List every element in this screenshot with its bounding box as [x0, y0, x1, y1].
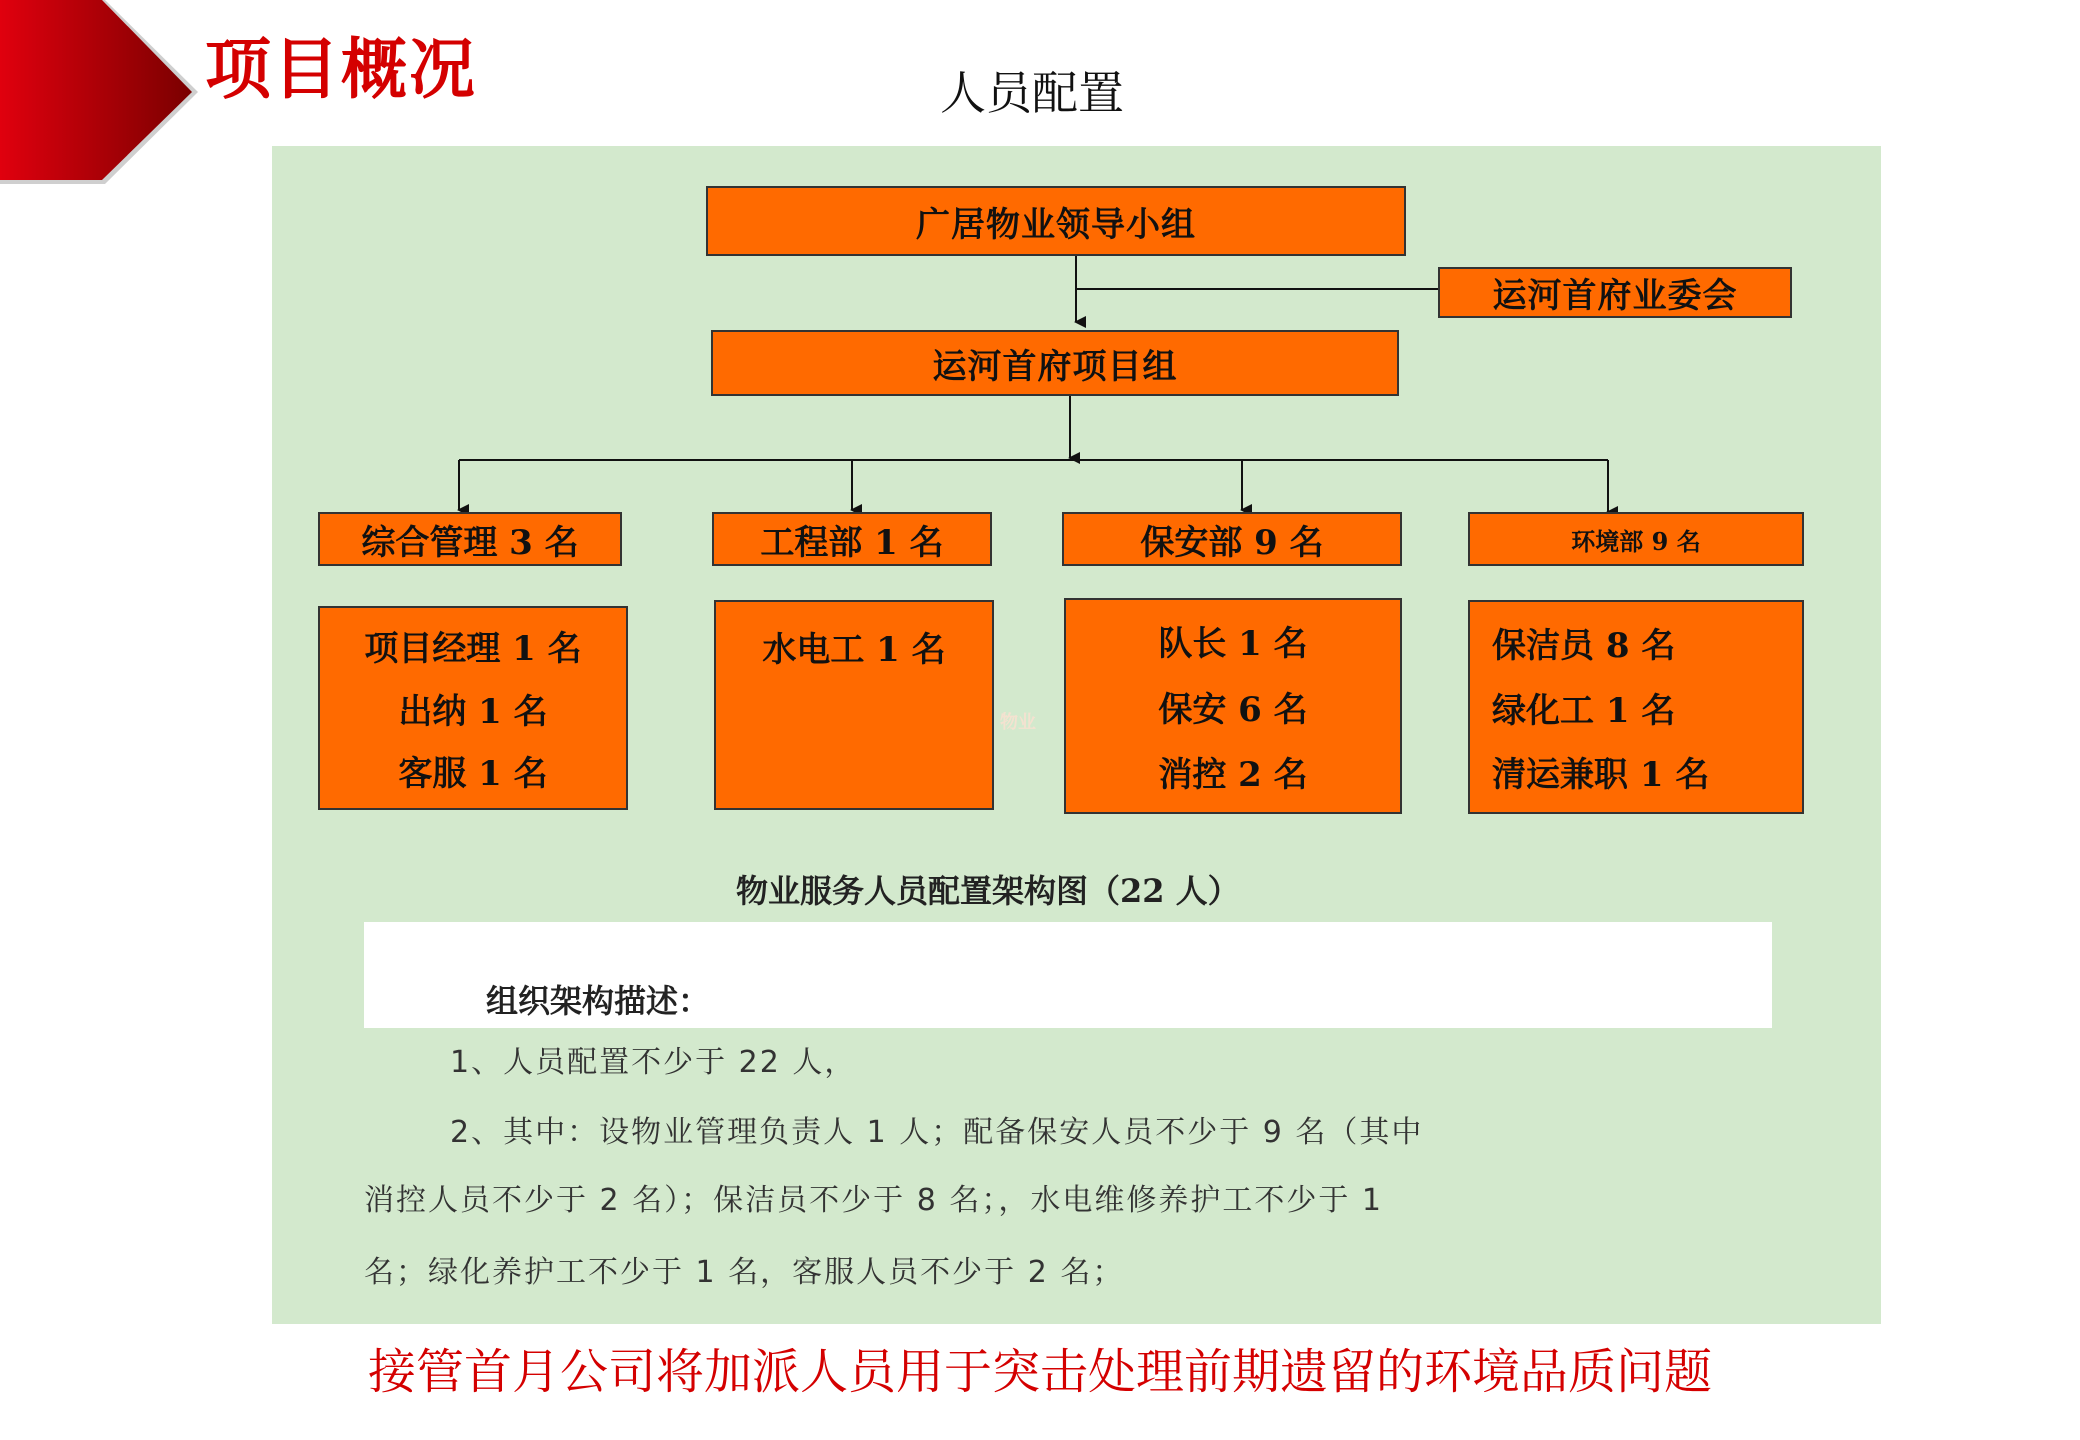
- staff-box-engineering: [714, 600, 994, 810]
- section-title: 项目概况: [205, 30, 477, 108]
- staff-item: 队长 1 名: [1158, 624, 1308, 665]
- page-title: 人员配置: [940, 66, 1124, 120]
- dept-environment: [1468, 512, 1804, 566]
- staff-box-environment: [1468, 600, 1804, 814]
- footer-note: 接管首月公司将加派人员用于突击处理前期遗留的环境品质问题: [367, 1344, 1712, 1400]
- chart-caption: 物业服务人员配置架构图（22 人）: [736, 872, 1240, 910]
- staff-item: 出纳 1 名: [398, 691, 548, 732]
- watermark-text: 物业: [1000, 712, 1036, 733]
- staff-box-security: [1064, 598, 1402, 814]
- description-heading: 组织架构描述：: [486, 982, 711, 1020]
- header-arrow-icon: [0, 0, 200, 185]
- description-line: 1、人员配置不少于 22 人，: [450, 1045, 857, 1080]
- staff-item: 清运兼职 1 名: [1492, 755, 1710, 796]
- staff-item: 项目经理 1 名: [364, 629, 582, 670]
- staff-item: 绿化工 1 名: [1492, 690, 1676, 731]
- dept-label: 综合管理 3 名: [361, 522, 579, 563]
- project-group-label: 运河首府项目组: [932, 346, 1178, 387]
- dept-label: 保安部 9 名: [1140, 522, 1324, 563]
- dept-general-management: [318, 512, 622, 566]
- staff-box-general-management: [318, 606, 628, 810]
- description-line: 2、其中：设物业管理负责人 1 人；配备保安人员不少于 9 名（其中: [450, 1115, 1424, 1150]
- dept-engineering: [712, 512, 992, 566]
- dept-label: 环境部 9 名: [1571, 526, 1701, 556]
- staff-item: 保安 6 名: [1158, 689, 1308, 730]
- staff-item: 消控 2 名: [1158, 754, 1308, 795]
- leader-group-box: [706, 186, 1406, 256]
- dept-security: [1062, 512, 1402, 566]
- description-line: 名；绿化养护工不少于 1 名，客服人员不少于 2 名；: [364, 1255, 1125, 1290]
- staff-item: 保洁员 8 名: [1492, 625, 1676, 666]
- staff-item: 水电工 1 名: [762, 630, 946, 670]
- leader-group-label: 广居物业领导小组: [916, 204, 1196, 245]
- project-group-box: [711, 330, 1399, 396]
- staff-item: 客服 1 名: [398, 753, 548, 794]
- owners-committee-box: [1438, 267, 1792, 318]
- owners-committee-label: 运河首府业委会: [1492, 276, 1738, 316]
- description-line: 消控人员不少于 2 名）；保洁员不少于 8 名；，水电维修养护工不少于 1: [364, 1183, 1383, 1218]
- dept-label: 工程部 1 名: [760, 522, 944, 563]
